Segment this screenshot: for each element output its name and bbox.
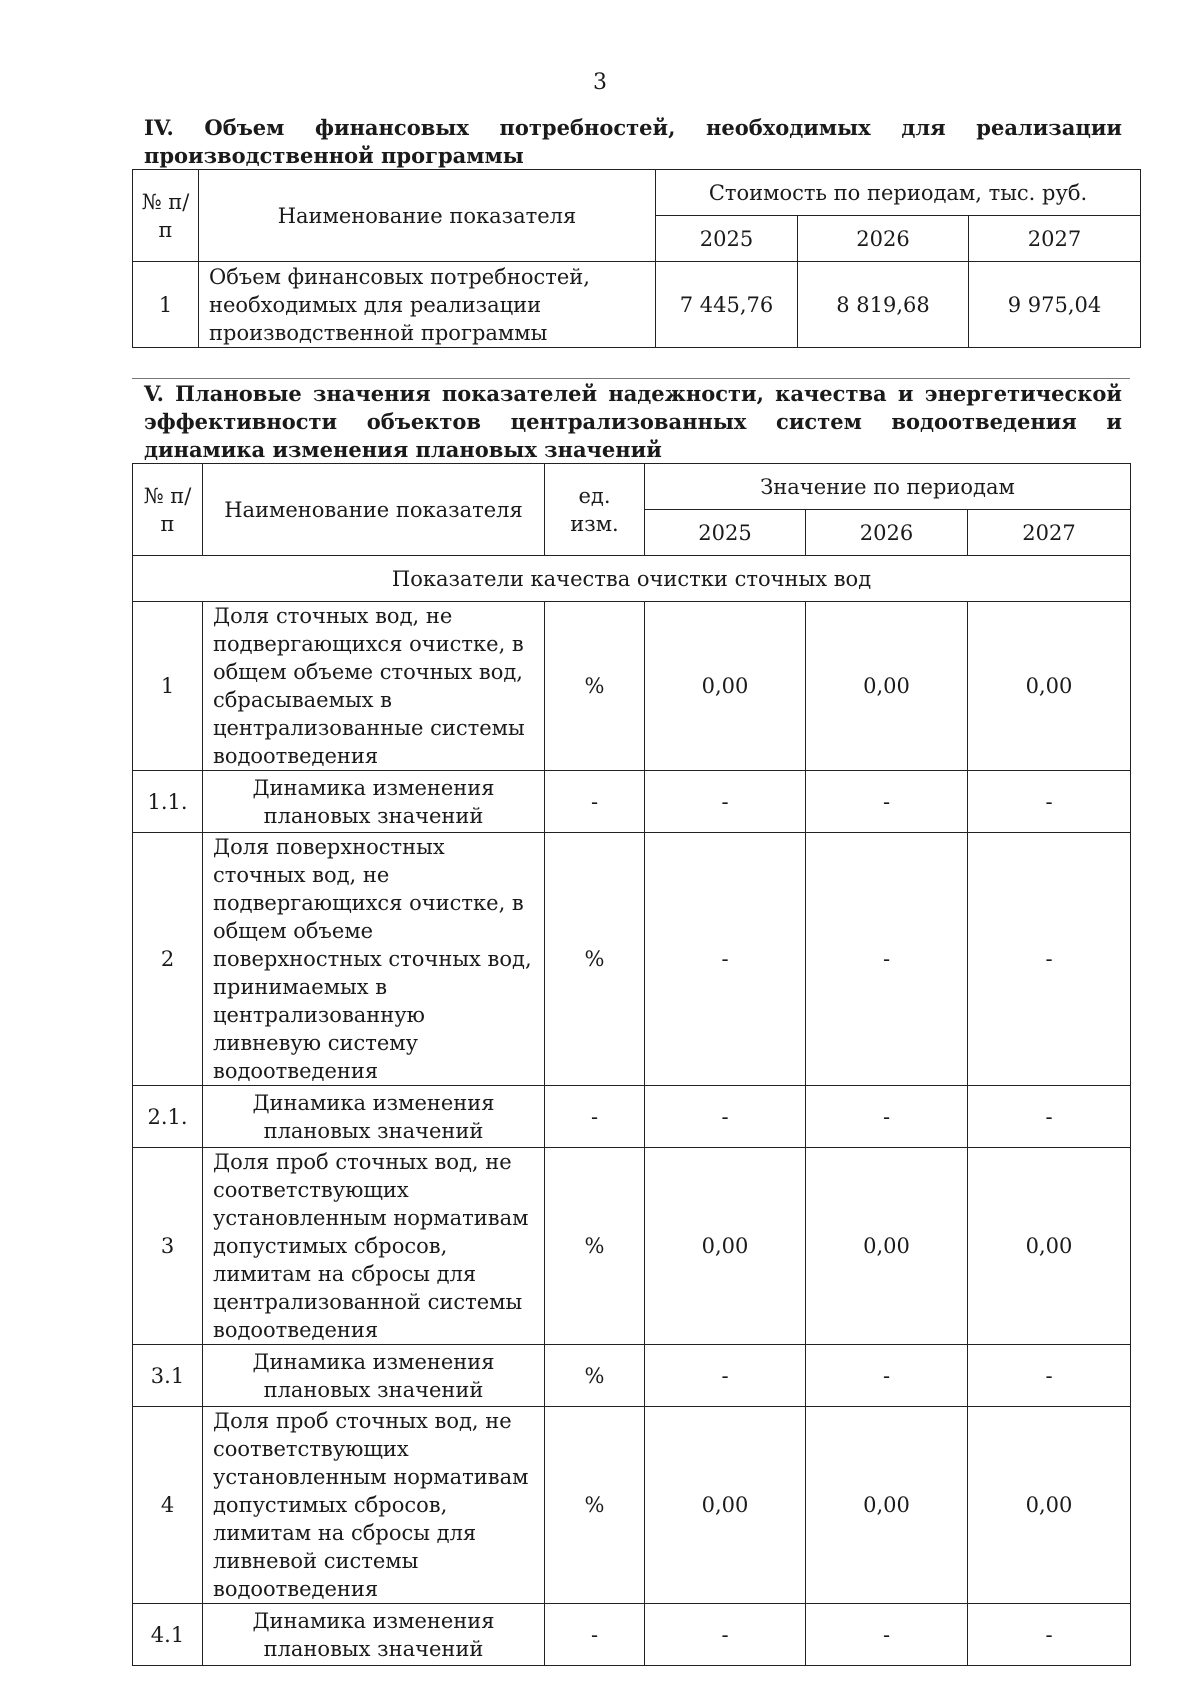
row-unit: %: [545, 602, 645, 771]
row-unit: %: [545, 1148, 645, 1345]
row-num: 1.1.: [133, 771, 203, 833]
row-value: -: [806, 1345, 968, 1407]
row-name: Динамика изменения плановых значений: [203, 771, 545, 833]
col-header-unit: ед. изм.: [545, 464, 645, 556]
col-header-year: 2027: [969, 216, 1141, 262]
row-unit: -: [545, 771, 645, 833]
row-value: -: [968, 833, 1131, 1086]
row-value: -: [645, 1086, 806, 1148]
row-name: Доля проб сточных вод, не соответствующих установленным нормативам допустимых сбросов, лимитам на сбросы для ливневой системы водоотведения: [203, 1407, 545, 1604]
table-row: [133, 771, 1131, 833]
row-name: Доля проб сточных вод, не соответствующих установленным нормативам допустимых сбросов, лимитам на сбросы для централизованной системы водоотведения: [203, 1148, 545, 1345]
row-value: 0,00: [645, 602, 806, 771]
separator-line: [132, 378, 1130, 379]
row-value: 0,00: [645, 1407, 806, 1604]
row-num: 4: [133, 1407, 203, 1604]
group-header: Показатели качества очистки сточных вод: [133, 556, 1131, 602]
row-num: 2: [133, 833, 203, 1086]
col-header-year: 2025: [645, 510, 806, 556]
row-unit: %: [545, 833, 645, 1086]
row-unit: -: [545, 1086, 645, 1148]
col-header-periods: Значение по периодам: [645, 464, 1131, 510]
row-num: 1: [133, 602, 203, 771]
table-row: [133, 1345, 1131, 1407]
row-value: 0,00: [968, 1407, 1131, 1604]
quality-indicators-table: [132, 463, 1131, 1666]
row-value: -: [806, 833, 968, 1086]
section-5-title: V. Плановые значения показателей надежности, качества и энергетической эффективности объектов централизованных систем водоотведения и динамика изменения плановых значений: [144, 381, 1122, 462]
row-value: 9 975,04: [969, 262, 1141, 348]
row-unit: -: [545, 1604, 645, 1666]
row-unit: %: [545, 1345, 645, 1407]
row-value: 0,00: [806, 1407, 968, 1604]
row-value: -: [645, 1604, 806, 1666]
page-number: 3: [593, 70, 607, 95]
row-num: 3.1: [133, 1345, 203, 1407]
row-name: Динамика изменения плановых значений: [203, 1604, 545, 1666]
row-value: -: [968, 1604, 1131, 1666]
table-row: [133, 1407, 1131, 1604]
col-header-year: 2027: [968, 510, 1131, 556]
row-value: -: [645, 1345, 806, 1407]
row-name: Доля сточных вод, не подвергающихся очистке, в общем объеме сточных вод, сбрасываемых в централизованные системы водоотведения: [203, 602, 545, 771]
row-value: -: [968, 1086, 1131, 1148]
row-value: -: [806, 1086, 968, 1148]
table-row: [133, 602, 1131, 771]
row-value: 0,00: [806, 1148, 968, 1345]
col-header-year: 2026: [806, 510, 968, 556]
row-unit: %: [545, 1407, 645, 1604]
col-header-name: Наименование показателя: [199, 170, 656, 262]
col-header-year: 2026: [798, 216, 969, 262]
row-value: 0,00: [645, 1148, 806, 1345]
row-value: 0,00: [968, 1148, 1131, 1345]
col-header-num: № п/п: [133, 170, 199, 262]
table-row: [133, 262, 1141, 348]
row-value: -: [645, 771, 806, 833]
table-row: [133, 1604, 1131, 1666]
row-value: -: [806, 1604, 968, 1666]
row-name: Доля поверхностных сточных вод, не подвергающихся очистке, в общем объеме поверхностных сточных вод, принимаемых в централизованную ливневую систему водоотведения: [203, 833, 545, 1086]
section-4-title: IV. Объем финансовых потребностей, необходимых для реализации производственной программы: [144, 115, 1122, 168]
col-header-year: 2025: [656, 216, 798, 262]
row-value: 8 819,68: [798, 262, 969, 348]
table-row: [133, 833, 1131, 1086]
table-row: [133, 1086, 1131, 1148]
row-num: 3: [133, 1148, 203, 1345]
row-value: 0,00: [968, 602, 1131, 771]
col-header-num: № п/п: [133, 464, 203, 556]
col-header-name: Наименование показателя: [203, 464, 545, 556]
row-num: 4.1: [133, 1604, 203, 1666]
row-value: -: [645, 833, 806, 1086]
table-row: [133, 1148, 1131, 1345]
row-name: Динамика изменения плановых значений: [203, 1345, 545, 1407]
row-value: -: [968, 1345, 1131, 1407]
row-name: Объем финансовых потребностей, необходимых для реализации производственной программы: [199, 262, 656, 348]
row-value: 7 445,76: [656, 262, 798, 348]
row-num: 2.1.: [133, 1086, 203, 1148]
row-value: 0,00: [806, 602, 968, 771]
row-num: 1: [133, 262, 199, 348]
col-header-cost: Стоимость по периодам, тыс. руб.: [656, 170, 1141, 216]
row-value: -: [806, 771, 968, 833]
financial-needs-table: [132, 169, 1141, 348]
row-name: Динамика изменения плановых значений: [203, 1086, 545, 1148]
row-value: -: [968, 771, 1131, 833]
